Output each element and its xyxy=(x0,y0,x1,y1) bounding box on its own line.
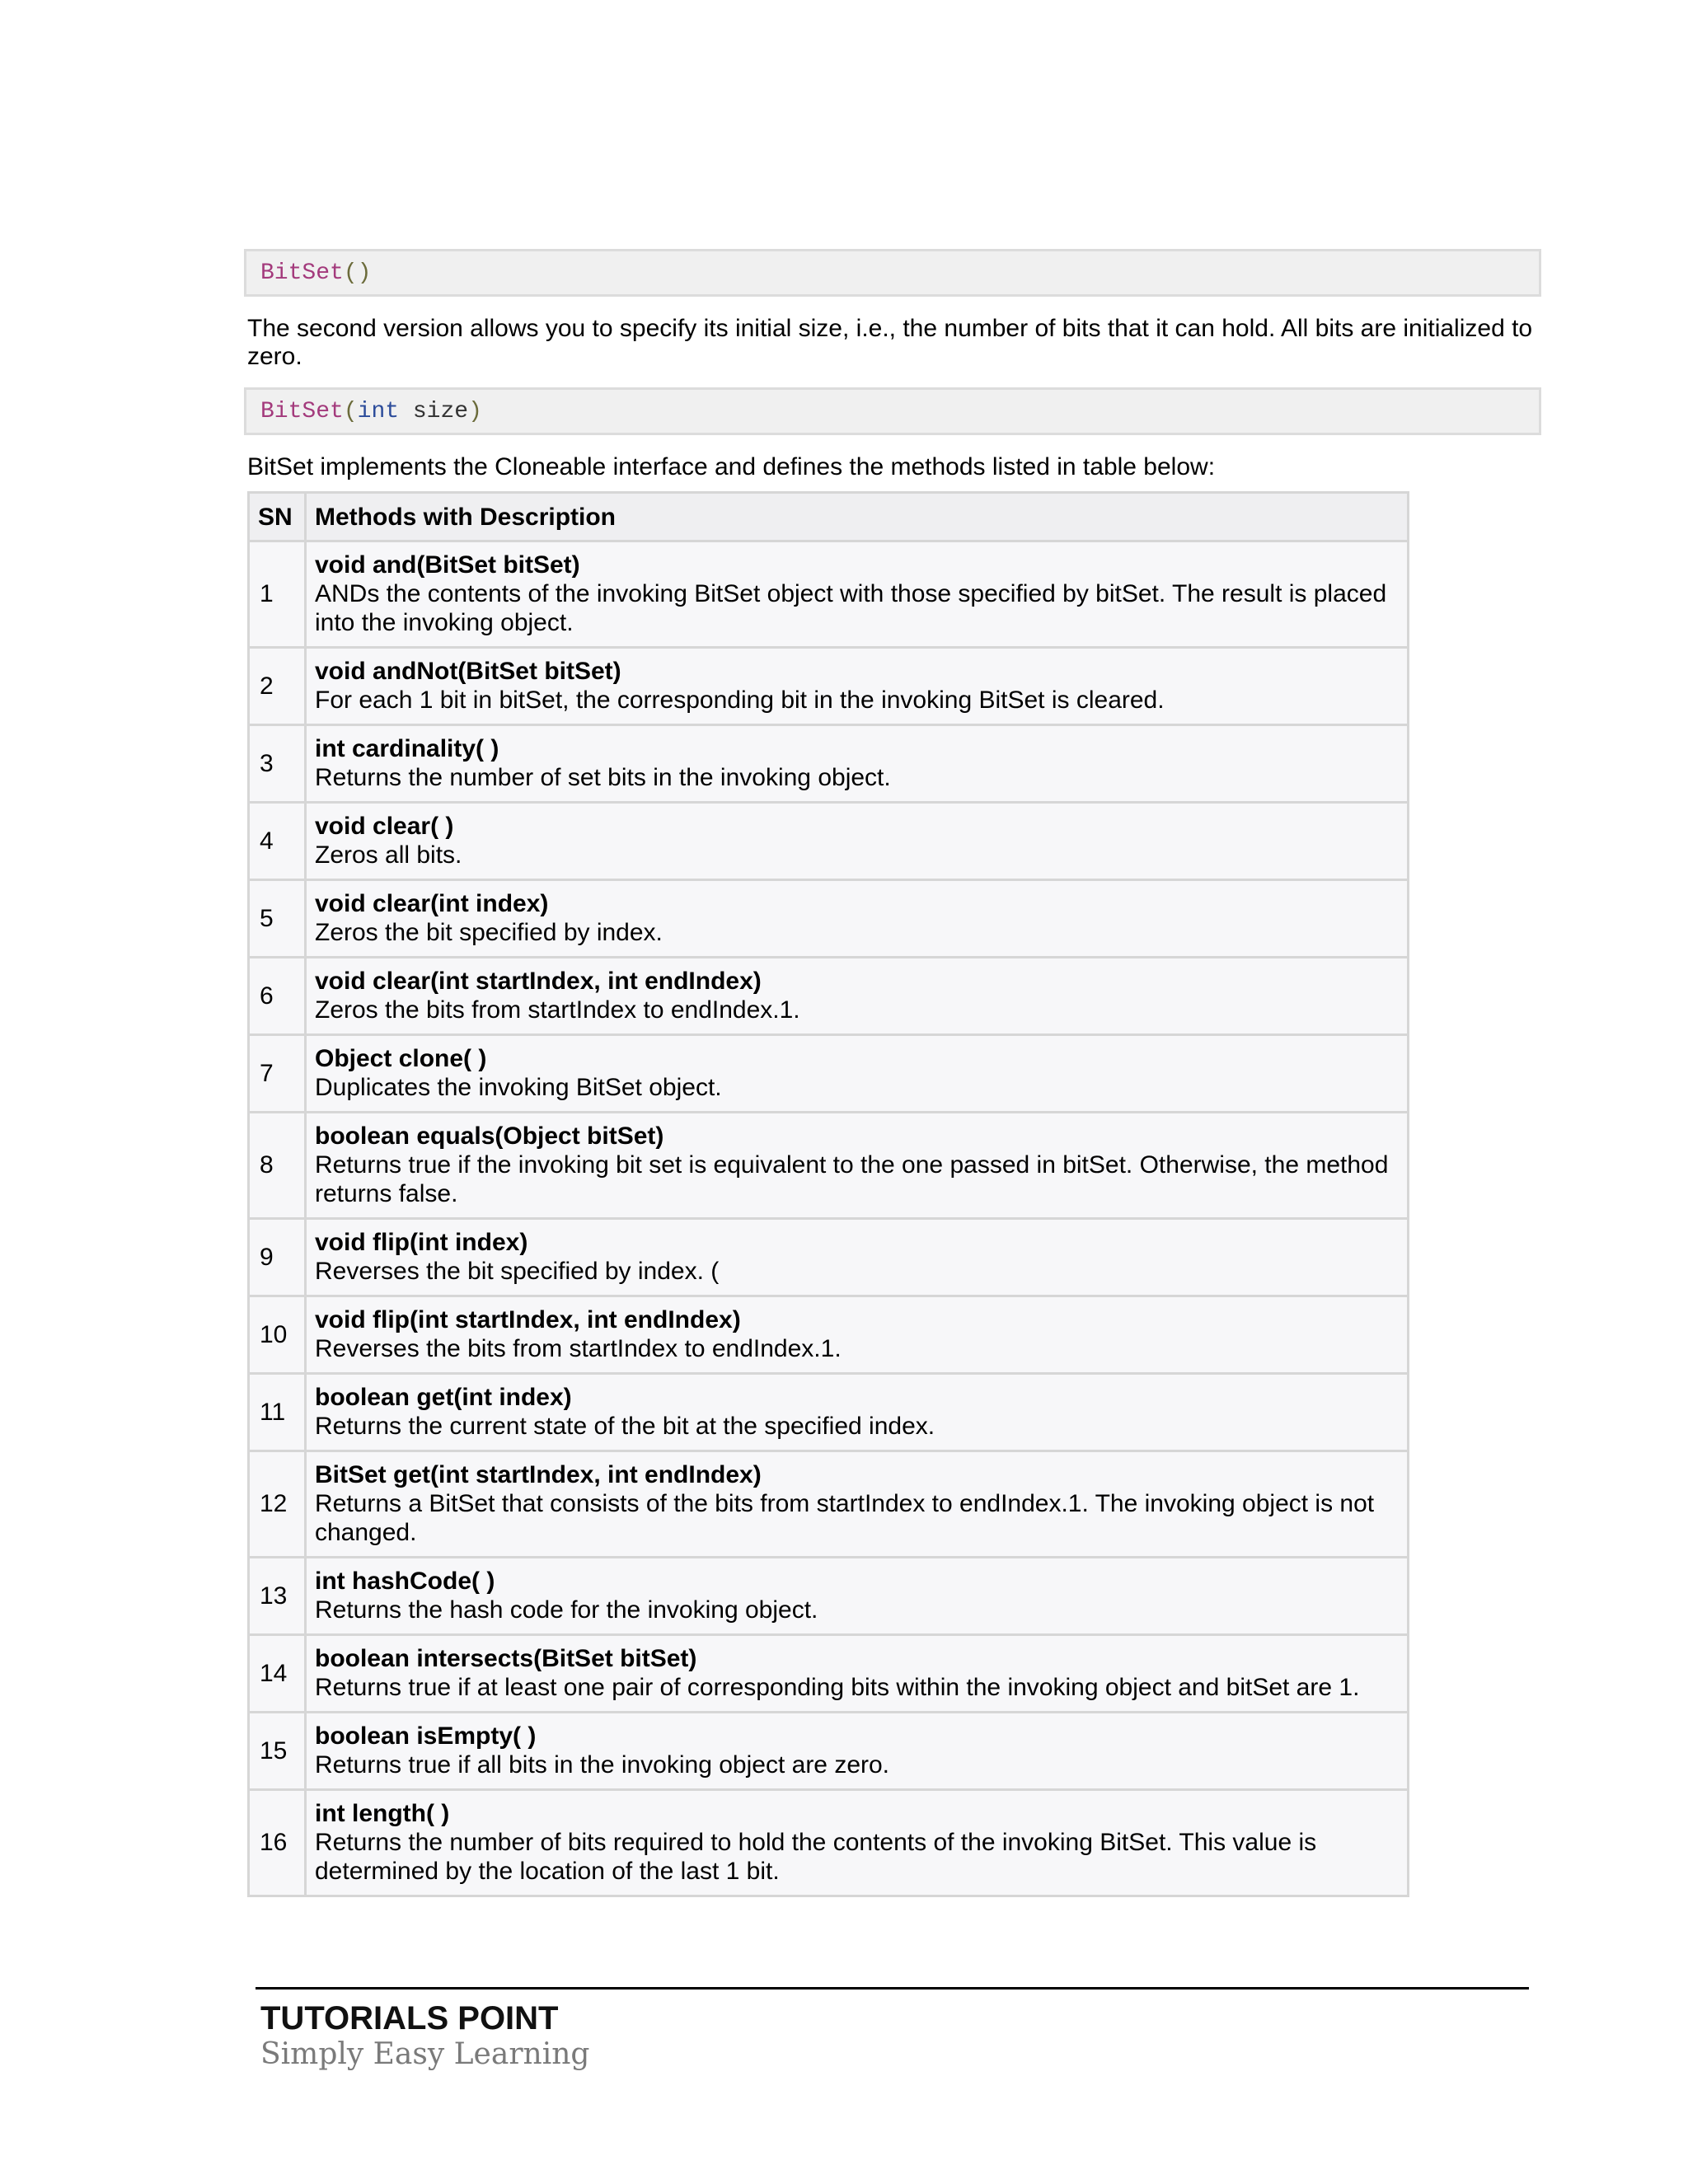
row-method xyxy=(306,1790,1409,1896)
row-sn: 1 xyxy=(249,541,306,648)
row-sn: 2 xyxy=(249,648,306,725)
method-description: Returns the number of bits required to hold the contents of the invoking BitSet. This value is determined by the location of the last 1 bit. xyxy=(315,1829,1317,1885)
code-block-size-constructor xyxy=(244,387,1541,435)
row-method xyxy=(306,803,1409,880)
row-sn: 14 xyxy=(249,1635,306,1713)
row-sn: 8 xyxy=(249,1113,306,1219)
row-method xyxy=(306,648,1409,725)
row-sn: 12 xyxy=(249,1451,306,1558)
row-method xyxy=(306,1374,1409,1451)
row-method xyxy=(306,958,1409,1035)
row-sn: 10 xyxy=(249,1296,306,1374)
table-row xyxy=(249,1713,1409,1790)
row-method xyxy=(306,1113,1409,1219)
method-signature: void flip(int index) xyxy=(315,1229,528,1256)
row-sn: 11 xyxy=(249,1374,306,1451)
row-sn: 6 xyxy=(249,958,306,1035)
table-row xyxy=(249,1635,1409,1713)
row-sn: 9 xyxy=(249,1219,306,1296)
method-signature: int cardinality( ) xyxy=(315,735,499,762)
table-row xyxy=(249,1558,1409,1635)
table-row xyxy=(249,1790,1409,1896)
row-method xyxy=(306,725,1409,803)
table-row xyxy=(249,1374,1409,1451)
table-row xyxy=(249,1113,1409,1219)
code-parameter: size xyxy=(399,398,469,424)
row-sn: 16 xyxy=(249,1790,306,1896)
row-sn: 7 xyxy=(249,1035,306,1113)
row-method xyxy=(306,1296,1409,1374)
methods-table xyxy=(247,491,1409,1897)
method-signature: int length( ) xyxy=(315,1800,450,1827)
method-description: Returns true if all bits in the invoking object are zero. xyxy=(315,1751,890,1779)
table-header-row xyxy=(249,493,1409,541)
row-method xyxy=(306,1635,1409,1713)
row-method xyxy=(306,1451,1409,1558)
code-open-paren: ( xyxy=(343,260,358,286)
table-row xyxy=(249,725,1409,803)
method-description: ANDs the contents of the invoking BitSet object with those specified by bitSet. The result is placed into the invoking object. xyxy=(315,580,1387,636)
paragraph-methods-intro: BitSet implements the Cloneable interface and defines the methods listed in table below: xyxy=(247,453,1216,480)
method-description: Reverses the bits from startIndex to endIndex.1. xyxy=(315,1335,842,1362)
code-keyword: int xyxy=(357,398,400,424)
header-sn: SN xyxy=(249,493,306,541)
row-sn: 5 xyxy=(249,880,306,958)
method-signature: void andNot(BitSet bitSet) xyxy=(315,658,621,685)
table-row xyxy=(249,1451,1409,1558)
code-open-paren: ( xyxy=(343,398,358,424)
method-signature: int hashCode( ) xyxy=(315,1568,495,1595)
row-sn: 4 xyxy=(249,803,306,880)
header-methods: Methods with Description xyxy=(306,493,1409,541)
method-description: For each 1 bit in bitSet, the corresponding bit in the invoking BitSet is cleared. xyxy=(315,687,1165,714)
method-description: Returns the hash code for the invoking object. xyxy=(315,1596,818,1624)
row-method xyxy=(306,1219,1409,1296)
row-sn: 13 xyxy=(249,1558,306,1635)
row-method xyxy=(306,1713,1409,1790)
method-description: Returns the number of set bits in the invoking object. xyxy=(315,764,891,791)
code-identifier: BitSet xyxy=(260,398,344,424)
table-row xyxy=(249,541,1409,648)
method-description: Zeros the bits from startIndex to endIndex.1. xyxy=(315,996,800,1024)
table-row xyxy=(249,1296,1409,1374)
method-signature: void clear(int startIndex, int endIndex) xyxy=(315,968,762,995)
table-row xyxy=(249,880,1409,958)
method-signature: void clear(int index) xyxy=(315,890,549,917)
table-row xyxy=(249,958,1409,1035)
method-description: Returns true if the invoking bit set is equivalent to the one passed in bitSet. Otherwise, the method returns false. xyxy=(315,1151,1389,1207)
method-signature: boolean get(int index) xyxy=(315,1384,572,1411)
method-description: Duplicates the invoking BitSet object. xyxy=(315,1074,722,1101)
method-signature: void flip(int startIndex, int endIndex) xyxy=(315,1306,741,1333)
method-description: Returns true if at least one pair of corresponding bits within the invoking object and bitSet are 1. xyxy=(315,1674,1360,1701)
method-signature: Object clone( ) xyxy=(315,1045,487,1072)
method-signature: boolean equals(Object bitSet) xyxy=(315,1122,664,1150)
row-method xyxy=(306,880,1409,958)
row-method xyxy=(306,1558,1409,1635)
footer-divider xyxy=(256,1987,1529,1990)
table-row xyxy=(249,1035,1409,1113)
method-signature: boolean intersects(BitSet bitSet) xyxy=(315,1645,697,1672)
method-signature: boolean isEmpty( ) xyxy=(315,1722,537,1750)
row-sn: 15 xyxy=(249,1713,306,1790)
row-sn: 3 xyxy=(249,725,306,803)
table-row xyxy=(249,1219,1409,1296)
table-row xyxy=(249,803,1409,880)
method-signature: void and(BitSet bitSet) xyxy=(315,551,580,579)
method-signature: void clear( ) xyxy=(315,813,454,840)
row-method xyxy=(306,1035,1409,1113)
row-method xyxy=(306,541,1409,648)
code-identifier: BitSet xyxy=(260,260,344,286)
methods-table-body xyxy=(249,541,1409,1896)
code-block-default-constructor xyxy=(244,249,1541,297)
method-signature: BitSet get(int startIndex, int endIndex) xyxy=(315,1461,762,1488)
table-row xyxy=(249,648,1409,725)
method-description: Zeros all bits. xyxy=(315,841,462,869)
code-close-paren: ) xyxy=(357,260,372,286)
method-description: Reverses the bit specified by index. ( xyxy=(315,1258,720,1285)
footer-brand: TUTORIALS POINT xyxy=(260,2000,559,2036)
paragraph-size-constructor: The second version allows you to specify its initial size, i.e., the number of bits that it can hold. All bits are initialized to zero. xyxy=(247,315,1533,370)
footer-tagline: Simply Easy Learning xyxy=(260,2037,590,2071)
method-description: Zeros the bit specified by index. xyxy=(315,919,663,946)
code-close-paren: ) xyxy=(468,398,482,424)
method-description: Returns a BitSet that consists of the bits from startIndex to endIndex.1. The invoking object is not changed. xyxy=(315,1490,1375,1546)
method-description: Returns the current state of the bit at the specified index. xyxy=(315,1413,935,1440)
main-content xyxy=(244,249,1541,1897)
